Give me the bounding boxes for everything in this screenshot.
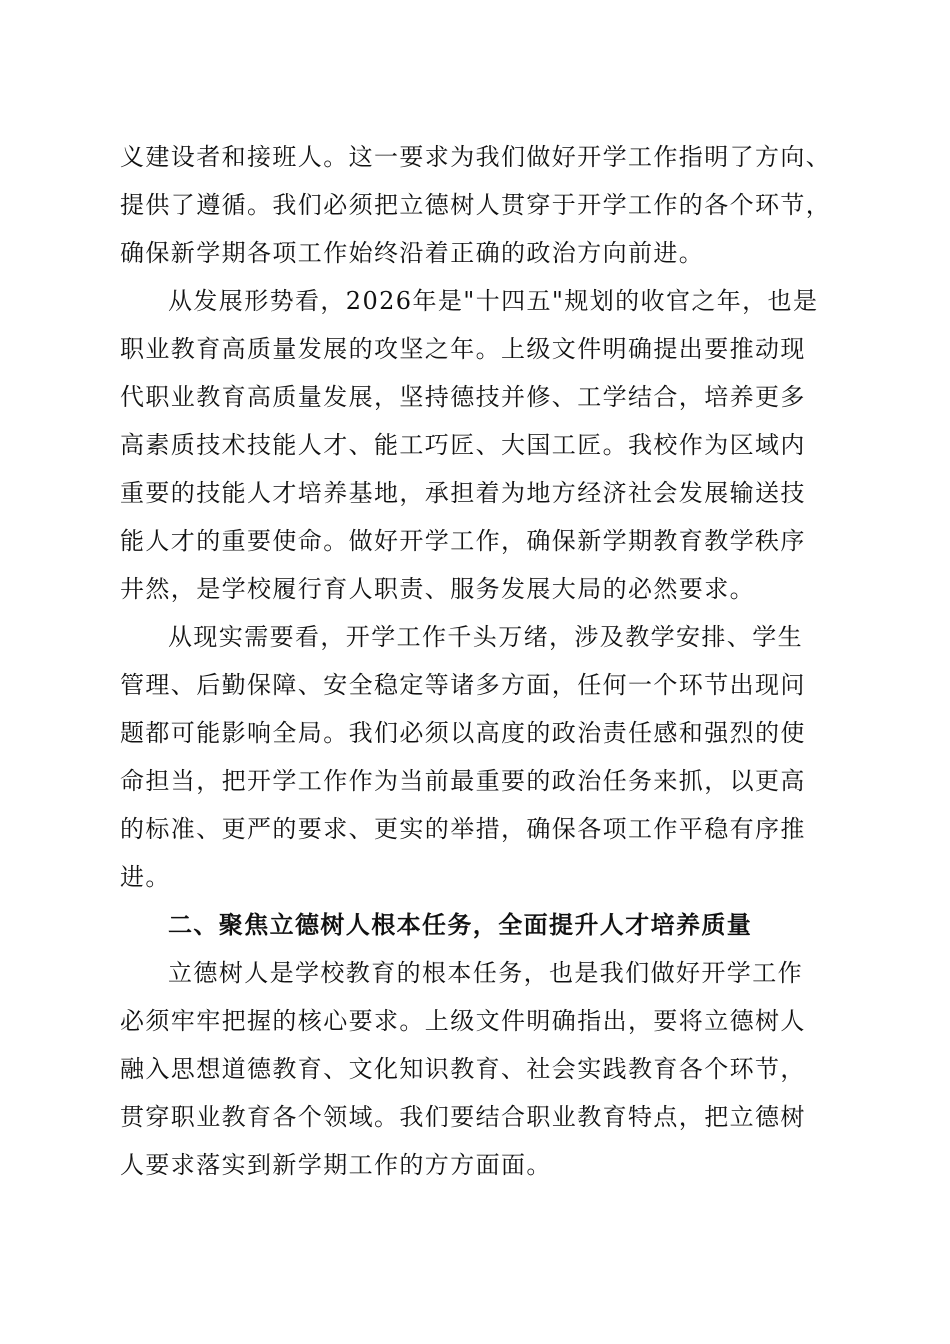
paragraph-4-line-2: 必须牢牢把握的核心要求。上级文件明确指出，要将立德树人 — [120, 1007, 806, 1035]
paragraph-2-line-3: 代职业教育高质量发展，坚持德技并修、工学结合，培养更多 — [120, 383, 806, 411]
paragraph-3-line-6: 进。 — [120, 863, 171, 891]
paragraph-1-line-2: 提供了遵循。我们必须把立德树人贯穿于开学工作的各个环节， — [120, 191, 832, 219]
paragraph-4-line-1: 立德树人是学校教育的根本任务，也是我们做好开学工作 — [168, 959, 803, 987]
paragraph-2-line-6: 能人才的重要使命。做好开学工作，确保新学期教育教学秩序 — [120, 527, 806, 555]
paragraph-3-line-3: 题都可能影响全局。我们必须以高度的政治责任感和强烈的使 — [120, 719, 806, 747]
paragraph-2-line-5: 重要的技能人才培养基地，承担着为地方经济社会发展输送技 — [120, 479, 806, 507]
paragraph-2-line-4: 高素质技术技能人才、能工巧匠、大国工匠。我校作为区域内 — [120, 431, 806, 459]
paragraph-3-line-1: 从现实需要看，开学工作千头万绪，涉及教学安排、学生 — [168, 623, 803, 651]
paragraph-2-line-2: 职业教育高质量发展的攻坚之年。上级文件明确提出要推动现 — [120, 335, 806, 363]
paragraph-4-line-3: 融入思想道德教育、文化知识教育、社会实践教育各个环节， — [120, 1055, 806, 1083]
paragraph-3-line-5: 的标准、更严的要求、更实的举措，确保各项工作平稳有序推 — [120, 815, 806, 843]
paragraph-1-line-3: 确保新学期各项工作始终沿着正确的政治方向前进。 — [120, 239, 705, 267]
paragraph-3-line-4: 命担当，把开学工作作为当前最重要的政治任务来抓，以更高 — [120, 767, 806, 795]
paragraph-3-line-2: 管理、后勤保障、安全稳定等诸多方面，任何一个环节出现问 — [120, 671, 806, 699]
paragraph-2-line-1: 从发展形势看，2026年是"十四五"规划的收官之年，也是 — [168, 287, 819, 315]
section-heading: 二、聚焦立德树人根本任务，全面提升人才培养质量 — [168, 911, 753, 939]
paragraph-1-line-1: 义建设者和接班人。这一要求为我们做好开学工作指明了方向、 — [120, 143, 832, 171]
paragraph-2-line-7: 井然，是学校履行育人职责、服务发展大局的必然要求。 — [120, 575, 755, 603]
paragraph-4-line-5: 人要求落实到新学期工作的方方面面。 — [120, 1151, 552, 1179]
paragraph-4-line-4: 贯穿职业教育各个领域。我们要结合职业教育特点，把立德树 — [120, 1103, 806, 1131]
